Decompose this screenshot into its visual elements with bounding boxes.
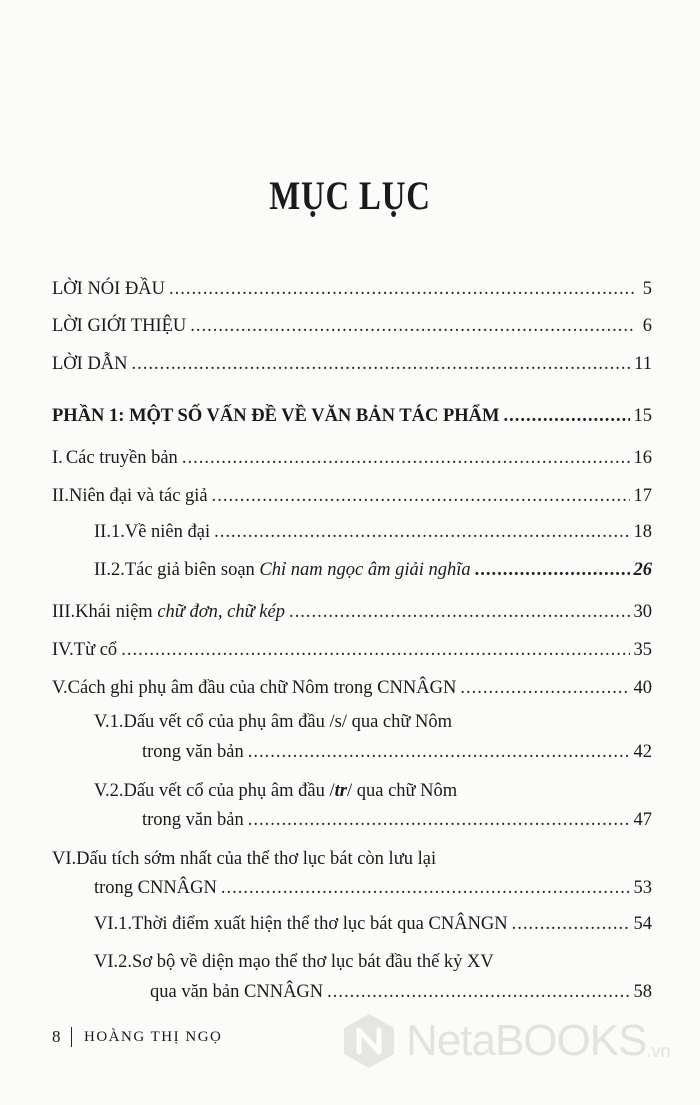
- dot-leader: [212, 486, 630, 507]
- page-number: 17: [633, 486, 652, 506]
- toc-entry-vi-2-first-line: VI.2.Sơ bộ về diện mạo thể thơ lục bát đầu thế kỷ XV: [94, 952, 494, 972]
- footer-page-number: 8: [52, 1027, 61, 1046]
- page-number: 16: [633, 448, 652, 468]
- neta-logo-icon: [340, 1012, 398, 1070]
- dot-leader: [512, 914, 630, 935]
- dot-leader: [248, 742, 630, 763]
- footer-divider: [71, 1027, 73, 1047]
- toc-entry-v-1[interactable]: trong văn bản ..... 42: [142, 742, 652, 763]
- toc-entry-v[interactable]: V. Cách ghi phụ âm đầu của chữ Nôm trong CNNÂGN ..... 40: [52, 678, 652, 699]
- dot-leader: [132, 354, 631, 375]
- toc-entry-vi-2[interactable]: qua văn bản CNNÂGN ..... 58: [150, 982, 652, 1003]
- dot-leader: [289, 602, 630, 623]
- dot-leader: [248, 810, 630, 831]
- dot-leader: [503, 406, 629, 427]
- toc-entry-iv[interactable]: IV. Từ cổ ..... 35: [52, 640, 652, 661]
- toc-entry-vi-1[interactable]: VI.1. Thời điểm xuất hiện thể thơ lục bát qua CNÂNGN ..... 54: [94, 914, 652, 935]
- dot-leader: [121, 640, 629, 661]
- toc-entry-v-2[interactable]: trong văn bản ..... 47: [142, 810, 652, 831]
- dot-leader: [169, 279, 634, 300]
- dot-leader: [327, 982, 629, 1003]
- toc-entry-ii-2[interactable]: II.2. Tác giả biên soạn Chỉ nam ngọc âm giải nghĩa ..... 26: [94, 560, 652, 581]
- toc-entry-vi[interactable]: trong CNNÂGN ..... 53: [94, 878, 652, 899]
- page-number: 26: [633, 560, 652, 580]
- page-number: 6: [642, 316, 652, 336]
- page-number: 58: [633, 982, 652, 1002]
- page-footer: [52, 1027, 222, 1047]
- watermark-brand: NetaBOOKS: [406, 1016, 647, 1065]
- toc-entry-vi-first-line: VI.Dấu tích sớm nhất của thể thơ lục bát còn lưu lại: [52, 849, 437, 869]
- page-number: 30: [633, 602, 652, 622]
- toc-entry-iii[interactable]: III. Khái niệm chữ đơn, chữ kép ..... 30: [52, 602, 652, 623]
- toc-entry-phan-1[interactable]: PHẦN 1: MỘT SỐ VẤN ĐỀ VỀ VĂN BẢN TÁC PHẨM ..... 15: [52, 406, 652, 427]
- toc-entry-v-1-first-line: V.1.Dấu vết cổ của phụ âm đầu /s/ qua chữ Nôm: [94, 712, 453, 732]
- netabooks-watermark: [340, 1012, 670, 1070]
- toc-entry-ii[interactable]: II. Niên đại và tác giả ..... 17: [52, 486, 652, 507]
- page-title: MỤC LỤC: [269, 173, 431, 218]
- page-number: 18: [633, 522, 652, 542]
- footer-author: HOÀNG THỊ NGỌ: [84, 1028, 223, 1045]
- page-number: 15: [633, 406, 652, 426]
- page-number: 47: [633, 810, 652, 830]
- page-number: 53: [633, 878, 652, 898]
- dot-leader: [190, 316, 634, 337]
- watermark-suffix: .vn: [646, 1041, 671, 1061]
- toc-entry-i[interactable]: I. Các truyền bản ..... 16: [52, 448, 652, 469]
- page-number: 42: [633, 742, 652, 762]
- page-number: 40: [633, 678, 652, 698]
- dot-leader: [214, 522, 629, 543]
- dot-leader: [460, 678, 629, 699]
- toc-entry-loi-gioi-thieu[interactable]: LỜI GIỚI THIỆU ..... 6: [52, 316, 652, 337]
- toc-entry-loi-dan[interactable]: LỜI DẪN ..... 11: [52, 354, 652, 375]
- page-number: 5: [642, 279, 652, 299]
- dot-leader: [475, 560, 630, 581]
- toc-entry-loi-noi-dau[interactable]: LỜI NÓI ĐẦU ..... 5: [52, 279, 652, 300]
- page-number: 35: [633, 640, 652, 660]
- page-number: 54: [633, 914, 652, 934]
- toc-entry-ii-1[interactable]: II.1. Về niên đại ..... 18: [94, 522, 652, 543]
- toc-entry-v-2-first-line: V.2.Dấu vết cổ của phụ âm đầu /tr/ qua chữ Nôm: [94, 781, 458, 801]
- page-number: 11: [634, 354, 652, 374]
- dot-leader: [182, 448, 630, 469]
- dot-leader: [221, 878, 630, 899]
